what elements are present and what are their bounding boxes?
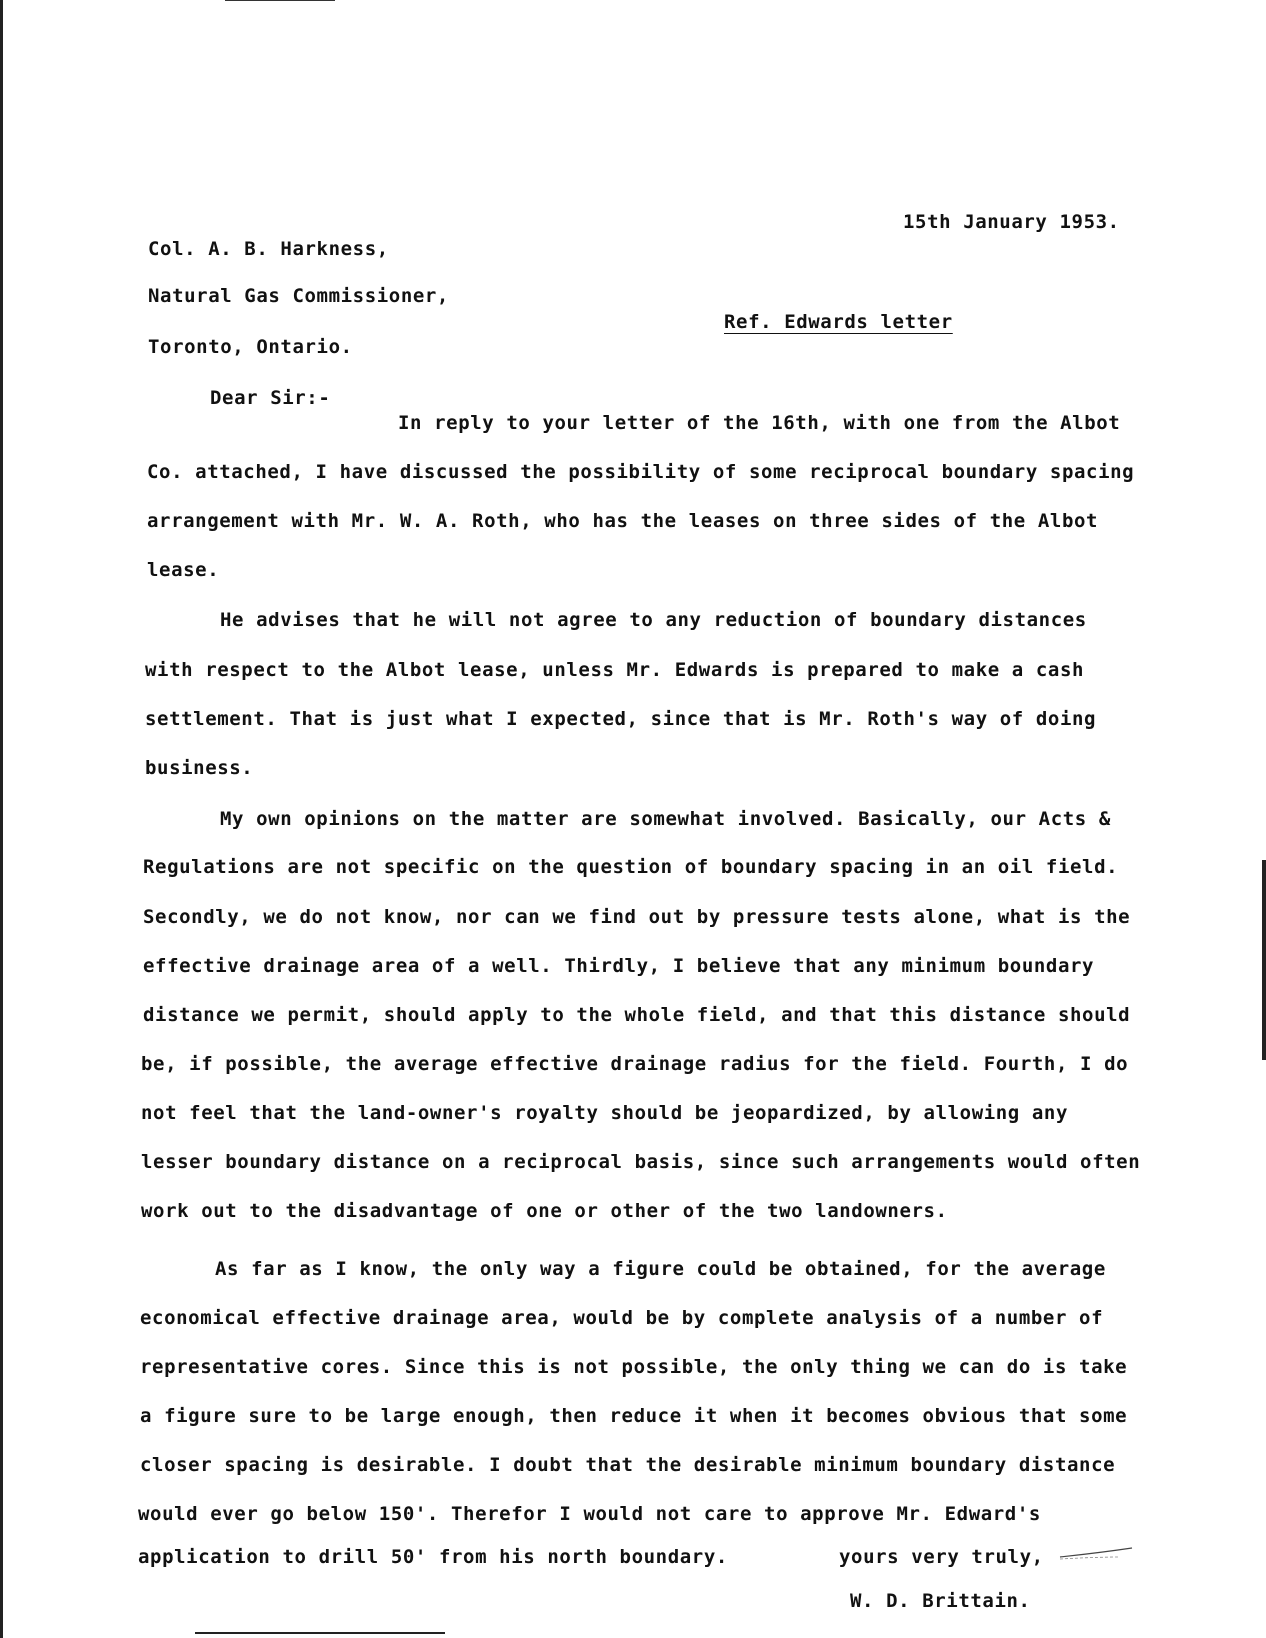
body-line: not feel that the land-owner's royalty should be jeopardized, by allowing any — [141, 1102, 1068, 1124]
body-line: with respect to the Albot lease, unless Mr. Edwards is prepared to make a cash — [145, 659, 1085, 681]
body-line: representative cores. Since this is not possible, the only thing we can do is take — [140, 1356, 1128, 1378]
body-line: lease. — [147, 559, 220, 581]
body-line: lesser boundary distance on a reciprocal basis, since such arrangements would often — [141, 1151, 1141, 1173]
body-line: would ever go below 150'. Therefor I would not care to approve Mr. Edward's — [138, 1503, 1041, 1525]
body-line: a figure sure to be large enough, then reduce it when it becomes obvious that some — [140, 1405, 1128, 1427]
recipient-city: Toronto, Ontario. — [148, 336, 353, 358]
signature-flourish-icon — [1058, 1545, 1134, 1565]
body-line: Secondly, we do not know, nor can we find out by pressure tests alone, what is the — [143, 906, 1131, 928]
body-line: Co. attached, I have discussed the possibility of some reciprocal boundary spacing — [147, 461, 1135, 483]
recipient-name: Col. A. B. Harkness, — [148, 238, 389, 260]
body-line: Regulations are not specific on the question of boundary spacing in an oil field. — [143, 856, 1119, 878]
body-line: settlement. That is just what I expected, since that is Mr. Roth's way of doing — [145, 708, 1097, 730]
body-line: closer spacing is desirable. I doubt that the desirable minimum boundary distance — [140, 1454, 1116, 1476]
reference-line: Ref. Edwards letter — [724, 311, 953, 333]
body-line: effective drainage area of a well. Thirdly, I believe that any minimum boundary — [143, 955, 1095, 977]
top-edge-line — [225, 0, 335, 1]
body-line: He advises that he will not agree to any reduction of boundary distances — [220, 609, 1087, 631]
page-right-edge — [1262, 860, 1266, 1060]
closing: yours very truly, — [839, 1546, 1044, 1568]
body-line: application to drill 50' from his north boundary. — [138, 1546, 728, 1568]
body-line: arrangement with Mr. W. A. Roth, who has the leases on three sides of the Albot — [147, 510, 1099, 532]
body-line: As far as I know, the only way a figure could be obtained, for the average — [215, 1258, 1106, 1280]
body-line: distance we permit, should apply to the whole field, and that this distance should — [143, 1004, 1131, 1026]
body-line: business. — [145, 757, 254, 779]
salutation: Dear Sir:- — [210, 387, 331, 409]
recipient-title: Natural Gas Commissioner, — [148, 285, 449, 307]
body-line: My own opinions on the matter are somewhat involved. Basically, our Acts & — [220, 808, 1111, 830]
body-line: In reply to your letter of the 16th, with one from the Albot — [398, 412, 1121, 434]
body-line: be, if possible, the average effective drainage radius for the field. Fourth, I do — [141, 1053, 1129, 1075]
body-line: work out to the disadvantage of one or other of the two landowners. — [141, 1200, 948, 1222]
signature-name: W. D. Brittain. — [850, 1590, 1031, 1612]
body-line: economical effective drainage area, would be by complete analysis of a number of — [140, 1307, 1104, 1329]
bottom-edge-line — [195, 1632, 445, 1634]
page-left-edge — [0, 0, 3, 1638]
letter-date: 15th January 1953. — [903, 211, 1120, 233]
